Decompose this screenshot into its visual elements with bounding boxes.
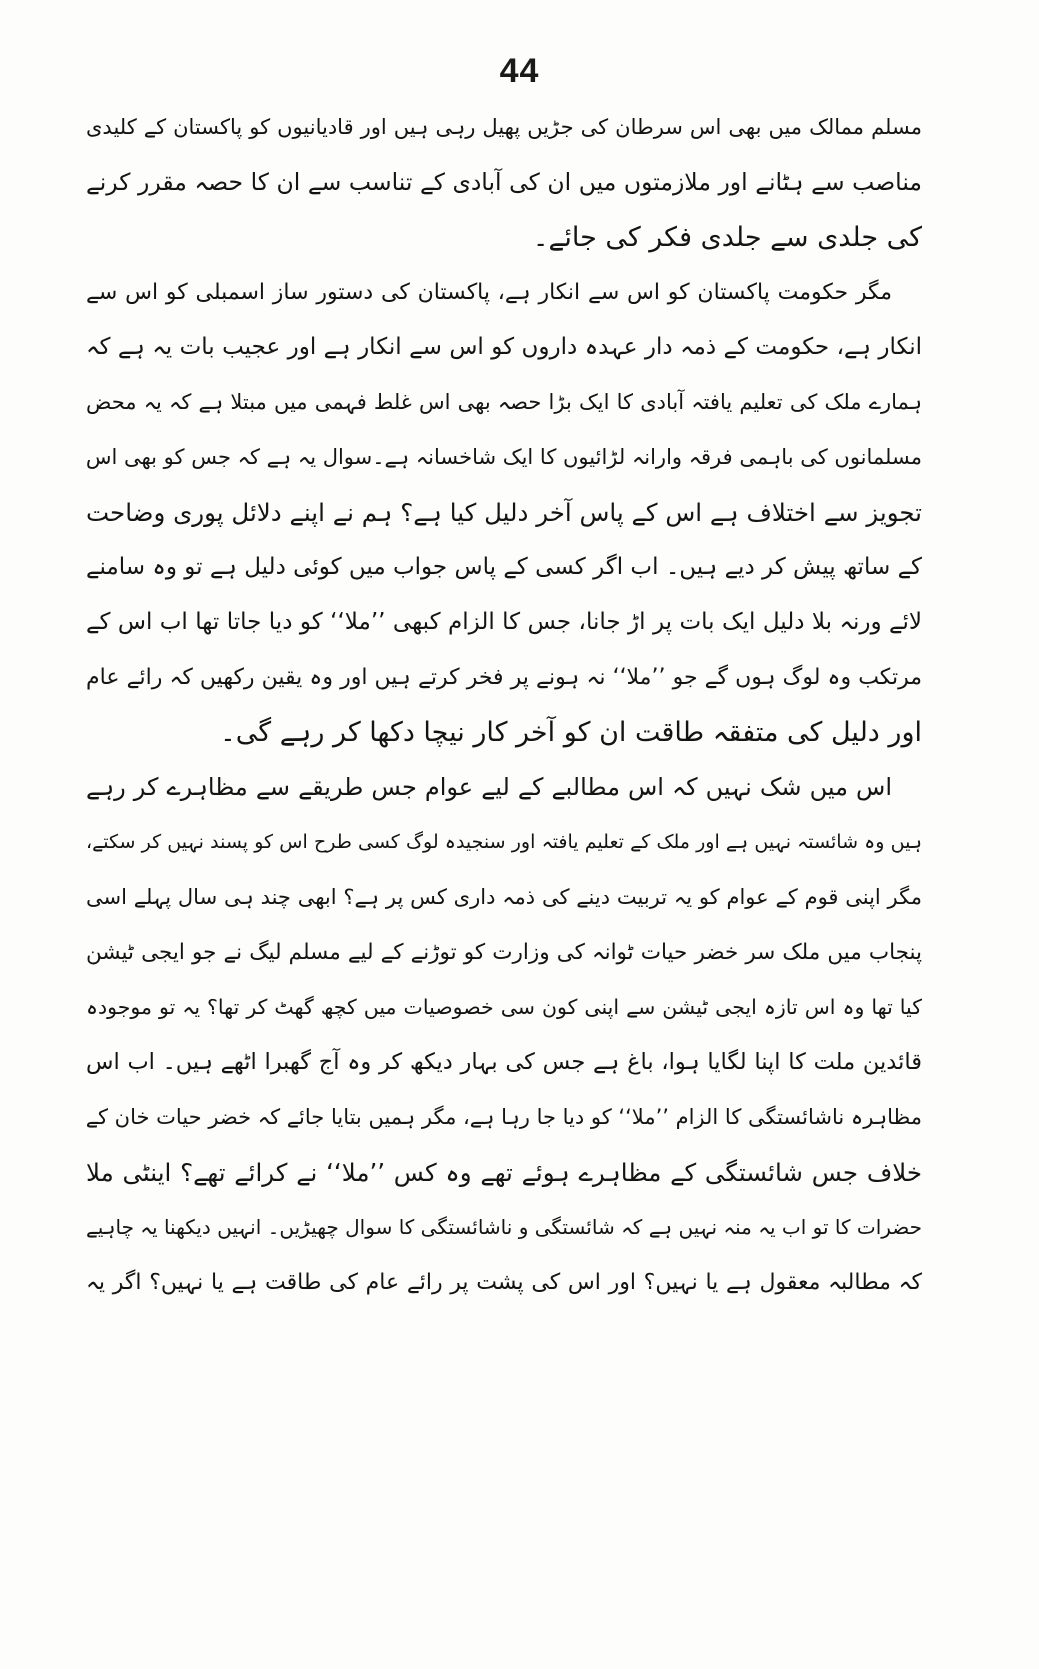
text-line: مگر حکومت پاکستان کو اس سے انکار ہے، پاکستان کی دستور ساز اسمبلی کو اس سے (86, 280, 892, 305)
text-line: پنجاب میں ملک سر خضر حیات ٹوانہ کی وزارت کو توڑنے کے لیے مسلم لیگ نے جو ایجی ٹیشن (86, 940, 922, 965)
text-line: قائدین ملت کا اپنا لگایا ہوا، باغ ہے جس کی بہار دیکھ کر وہ آج گھبرا اٹھے ہیں۔ اب اس (86, 1049, 922, 1075)
text-line: اور دلیل کی متفقہ طاقت ان کو آخر کار نیچا دکھا کر رہے گی۔ (219, 717, 922, 748)
text-line: ہمارے ملک کی تعلیم یافتہ آبادی کا ایک بڑا حصہ بھی اس غلط فہمی میں مبتلا ہے کہ یہ محض (86, 390, 922, 414)
text-line: مظاہرہ ناشائستگی کا الزام ’’ملا‘‘ کو دیا جا رہا ہے، مگر ہمیں بتایا جائے کہ خضر حیات خان کے (86, 1105, 922, 1129)
text-line: مرتکب وہ لوگ ہوں گے جو ’’ملا‘‘ نہ ہونے پر فخر کرتے ہیں اور وہ یقین رکھیں کہ رائے عام (86, 665, 922, 690)
text-line: مسلمانوں کی باہمی فرقہ وارانہ لڑائیوں کا ایک شاخسانہ ہے۔سوال یہ ہے کہ جس کو بھی اس (86, 445, 922, 469)
text-line: خلاف جس شائستگی کے مظاہرے ہوئے تھے وہ کس ’’ملا‘‘ نے کرائے تھے؟ اینٹی ملا (86, 1158, 922, 1187)
text-line: انکار ہے، حکومت کے ذمہ دار عہدہ داروں کو اس سے انکار ہے اور عجیب بات یہ ہے کہ (86, 334, 922, 360)
text-line: کہ مطالبہ معقول ہے یا نہیں؟ اور اس کی پشت پر رائے عام کی طاقت ہے یا نہیں؟ اگر یہ (86, 1270, 922, 1295)
body-text (86, 100, 922, 1310)
text-line: تجویز سے اختلاف ہے اس کے پاس آخر دلیل کیا ہے؟ ہم نے اپنے دلائل پوری وضاحت (86, 498, 922, 527)
text-line: کی جلدی سے جلدی فکر کی جائے۔ (532, 222, 922, 253)
text-line: مناصب سے ہٹانے اور ملازمتوں میں ان کی آبادی کے تناسب سے ان کا حصہ مقرر کرنے (86, 168, 922, 196)
text-line: مسلم ممالک میں بھی اس سرطان کی جڑیں پھیل رہی ہیں اور قادیانیوں کو پاکستان کے کلیدی (86, 115, 922, 139)
text-line: ہیں وہ شائستہ نہیں ہے اور ملک کے تعلیم یافتہ اور سنجیدہ لوگ کسی طرح اس کو پسند نہیں کر سکتے، (86, 831, 922, 853)
text-line: مگر اپنی قوم کے عوام کو یہ تربیت دینے کی ذمہ داری کس پر ہے؟ ابھی چند ہی سال پہلے اسی (86, 885, 922, 909)
page-number: 44 (499, 52, 540, 90)
text-line: حضرات کا تو اب یہ منہ نہیں ہے کہ شائستگی و ناشائستگی کا سوال چھیڑیں۔ انہیں دیکھنا یہ چاہیے (86, 1215, 922, 1239)
text-line: اس میں شک نہیں کہ اس مطالبے کے لیے عوام جس طریقے سے مظاہرے کر رہے (86, 773, 892, 801)
text-line: کے ساتھ پیش کر دیے ہیں۔ اب اگر کسی کے پاس جواب میں کوئی دلیل ہے تو وہ سامنے (86, 554, 922, 580)
text-line: کیا تھا وہ اس تازہ ایجی ٹیشن سے اپنی کون سی خصوصیات میں کچھ گھٹ کر تھا؟ یہ تو موجودہ (86, 995, 922, 1019)
text-line: لائے ورنہ بلا دلیل ایک بات پر اڑ جانا، جس کا الزام کبھی ’’ملا‘‘ کو دیا جاتا تھا اب اس کے (86, 609, 922, 635)
